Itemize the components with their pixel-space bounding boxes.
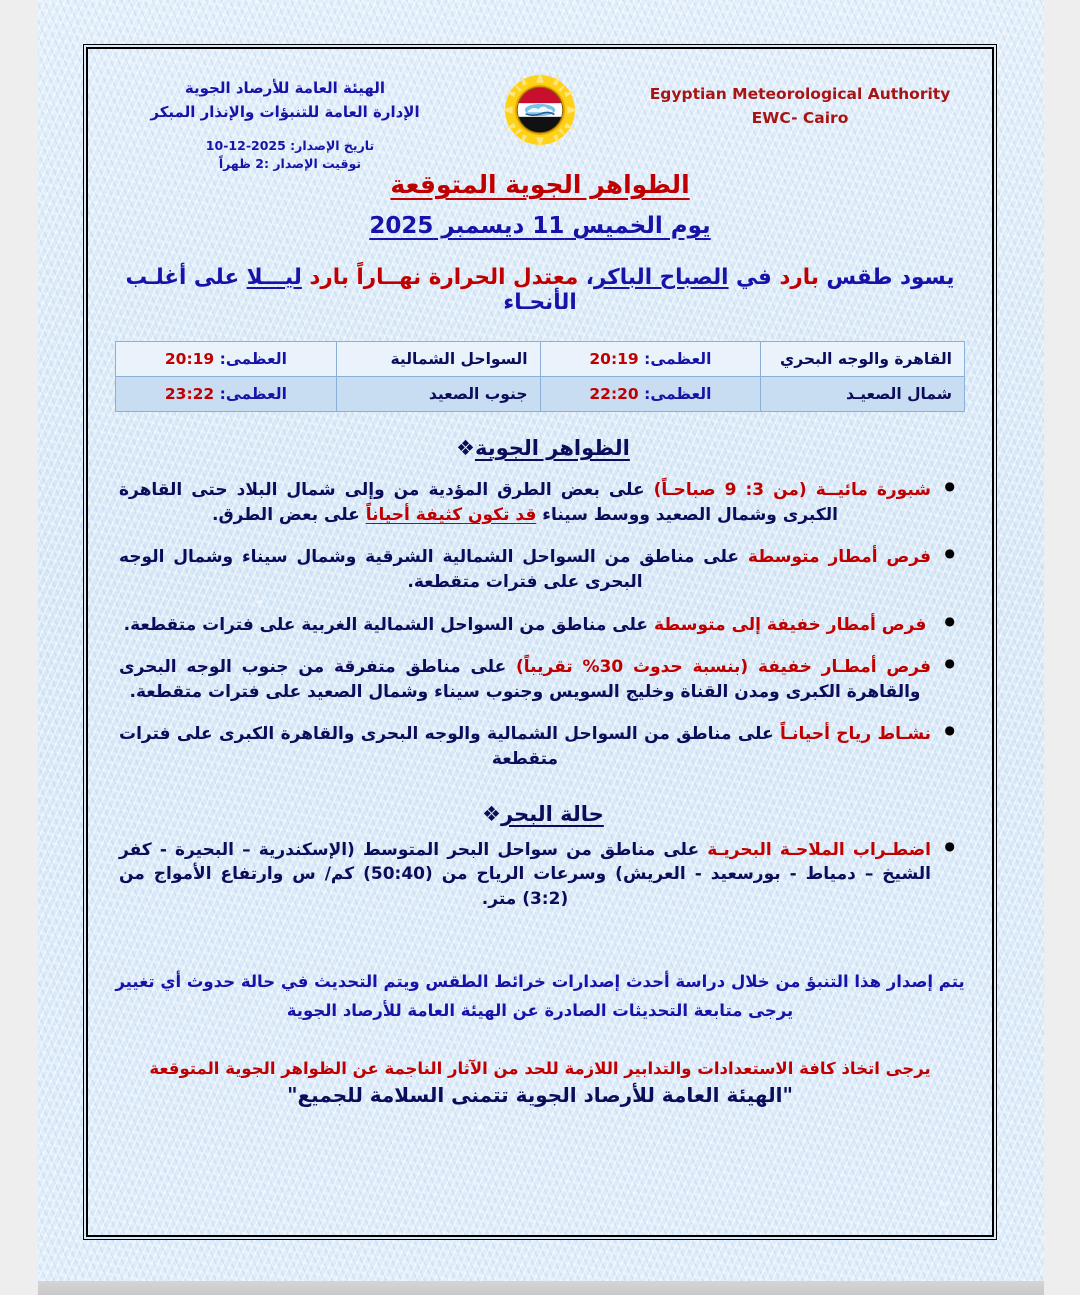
section-heading-sea: [115, 802, 965, 826]
bullet-text-run: على مناطق متفرقة من جنوب الوجه البحرى والقاهرة الكبرى ومدن القناة وخليج السويس وجنوب سيناء وشمال الصعيد على فترات متقطعة.: [119, 657, 921, 702]
issue-date: تاريخ الإصدار: 2025-12-10: [205, 138, 375, 153]
summary-part-12: ليـــلا: [246, 265, 302, 290]
forecast-date: يوم الخميس 11 ديسمبر 2025: [369, 213, 711, 239]
temperature-table: [115, 341, 965, 412]
diamond-bullet-icon: ❖: [456, 436, 475, 460]
region-cairo-delta: القاهرة والوجه البحري: [761, 342, 965, 377]
forecast-summary: [115, 265, 965, 315]
summary-part-2: بارد: [779, 265, 819, 290]
bullet-text-run: على مناطق من سواحل البحر المتوسط (الإسكندرية – البحيرة - كفر الشيخ – دمياط - بورسعيد - العريش) وسرعات الرياح من (50:40) كم/ س وارتفاع الأمواج من (3:2) متر.: [119, 839, 931, 910]
max-value: 20:19: [589, 350, 639, 368]
max-label: العظمى:: [219, 350, 287, 368]
bullet-text-run: فرص أمطار متوسطة: [747, 547, 931, 568]
summary-part-3: في: [728, 265, 780, 290]
region-north-coast: السواحل الشمالية: [336, 342, 540, 377]
list-item: [119, 613, 957, 638]
summary-part-7: [421, 265, 429, 290]
document-content: [93, 54, 987, 1230]
ema-emblem-icon: [502, 72, 578, 148]
diamond-bullet-icon: ❖: [482, 801, 501, 826]
bullet-text-run: على مناطق من السواحل الشمالية والوجه البحرى والقاهرة الكبرى على فترات متقطعة: [119, 724, 780, 770]
summary-part-13: على أغلـب الأنحـاء: [125, 265, 577, 315]
temp-south-upper-egypt: [116, 377, 337, 412]
update-note-line2: يرجى متابعة التحديثات الصادرة عن الهيئة العامة للأرصاد الجوية: [286, 1000, 794, 1020]
temp-cairo-delta: [540, 342, 761, 377]
precaution-note: يرجى اتخاذ كافة الاستعدادات والتدابير اللازمة للحد من الآثار الناجمة عن الظواهر الجوية المتوقعة: [149, 1059, 931, 1079]
max-label: العظمى:: [644, 350, 712, 368]
table-row: [116, 377, 965, 412]
summary-part-10: بارد: [309, 265, 349, 290]
bullet-text-run: اضطـراب الملاحـة البحريـة: [707, 839, 931, 860]
max-value: 20:19: [164, 350, 215, 368]
bullet-text-run: فرص أمطار خفيفة إلى متوسطة: [653, 614, 927, 635]
list-item: [119, 478, 957, 527]
list-item: [119, 545, 957, 594]
section-heading-sea-label: حالة البحر: [501, 801, 604, 826]
page-title: الظواهر الجوية المتوقعة: [390, 170, 690, 199]
safety-slogan: "الهيئة العامة للأرصاد الجوية تتمنى السلامة للجميع": [287, 1083, 793, 1108]
header-english-line1: Egyptian Meteorological Authority: [649, 85, 951, 103]
list-item: [119, 722, 957, 771]
update-note-line1: يتم إصدار هذا التنبؤ من خلال دراسة أحدث إصدارات خرائط الطقس ويتم التحديث في حالة حدوث أي تغيير: [115, 971, 965, 991]
bullet-text-run: على مناطق من السواحل الشمالية الشرقية وشمال سيناء وشمال الوجه البحرى على فترات متقطعة.: [119, 547, 748, 592]
document-header: [115, 64, 965, 172]
max-value: 22:20: [589, 385, 639, 403]
bullet-text-run: قد تكون كثيفة أحياناً: [365, 504, 537, 525]
section-heading-weather: [115, 436, 965, 460]
summary-part-1: يسود طقس: [818, 265, 955, 290]
region-north-upper-egypt: شمال الصعيـد: [761, 377, 965, 412]
bullet-text-run: على بعض الطرق المؤدية من وإلى شمال البلاد حتى القاهرة الكبرى وشمال الصعيد ووسط سيناء: [119, 480, 838, 525]
issue-time: توقيت الإصدار :2 ظهراً: [218, 156, 362, 172]
header-english-title: [635, 82, 965, 130]
temp-north-upper-egypt: [540, 377, 761, 412]
issue-info: [125, 137, 455, 173]
page-sheet: [38, 0, 1044, 1281]
max-label: العظمى:: [219, 385, 287, 403]
max-value: 23:22: [164, 385, 215, 403]
bullet-text-run: على بعض الطرق.: [212, 504, 366, 525]
header-arabic-line1: الهيئة العامة للأرصاد الجوية: [184, 79, 386, 97]
sea-bullet-list: [115, 838, 965, 912]
bullet-text-run: فرص أمطـار خفيفة (بنسبة حدوث 30% تقريباً): [516, 657, 932, 678]
bullet-text-run: شبورة مائيــة (من 3: 9 صباحـاً): [653, 480, 931, 500]
weather-bullet-list: [115, 478, 965, 772]
sea-section: [115, 838, 965, 912]
max-label: العظمى:: [644, 385, 712, 403]
header-english-line2: EWC- Cairo: [751, 109, 849, 128]
list-item: [119, 838, 957, 912]
region-south-upper-egypt: جنوب الصعيد: [336, 377, 540, 412]
bullet-text-run: نشـاط رياح أحيانـاً: [779, 724, 931, 745]
summary-part-8: نهــاراً: [356, 265, 422, 290]
table-row: [116, 342, 965, 377]
summary-part-6: معتدل الحرارة: [428, 265, 579, 290]
summary-part-5: ،: [578, 265, 594, 290]
header-arabic-line2: الإدارة العامة للتنبؤات والإنذار المبكر: [150, 103, 420, 121]
header-arabic-title: [115, 76, 455, 124]
bullet-text-run: على مناطق من السواحل الشمالية الغربية على فترات متقطعة.: [123, 614, 654, 635]
section-heading-weather-label: الظواهر الجوية: [474, 436, 630, 460]
list-item: [119, 655, 957, 704]
update-note: [115, 968, 965, 1026]
temp-north-coast: [116, 342, 337, 377]
summary-part-4: الصباح الباكر: [593, 265, 729, 290]
